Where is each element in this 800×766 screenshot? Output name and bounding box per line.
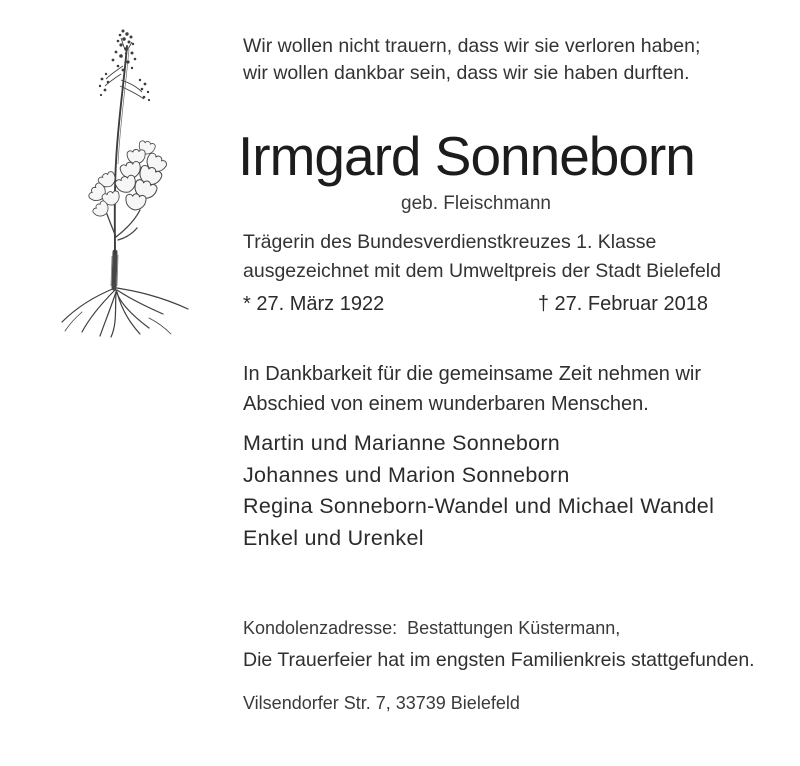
- tribute-line-1: In Dankbarkeit für die gemeinsame Zeit nehmen wir: [243, 363, 701, 385]
- tribute-paragraph: [243, 360, 701, 419]
- condolence-line-1: Kondolenzadresse: Bestattungen Küstermann,: [243, 618, 621, 638]
- mourners-list: [243, 428, 714, 554]
- honors: [243, 228, 721, 286]
- epigraph: [243, 33, 700, 87]
- tribute-line-2: Abschied von einem wunderbaren Menschen.: [243, 392, 649, 415]
- mourner-line: Regina Sonneborn-Wandel und Michael Wandel: [243, 494, 715, 518]
- birth-name: geb. Fleischmann: [401, 193, 551, 214]
- plant-illustration-icon: [45, 22, 205, 352]
- mourner-line: Enkel und Urenkel: [243, 525, 424, 550]
- birth-date: * 27. März 1922: [243, 293, 385, 315]
- funeral-note: Die Trauerfeier hat im engsten Familienkreis stattgefunden.: [243, 649, 755, 671]
- honors-line-1: Trägerin des Bundesverdienstkreuzes 1. Klasse: [243, 231, 657, 253]
- deceased-name: Irmgard Sonneborn: [238, 125, 695, 187]
- mourner-line: Johannes und Marion Sonneborn: [243, 462, 570, 487]
- mourner-line: Martin und Marianne Sonneborn: [243, 431, 561, 455]
- honors-line-2: ausgezeichnet mit dem Umweltpreis der Stadt Bielefeld: [243, 260, 721, 282]
- epigraph-line-1: Wir wollen nicht trauern, dass wir sie verloren haben;: [243, 35, 701, 57]
- condolence-line-2: Vilsendorfer Str. 7, 33739 Bielefeld: [243, 693, 520, 713]
- death-date: † 27. Februar 2018: [537, 293, 708, 315]
- dates-row: [243, 293, 708, 316]
- epigraph-line-2: wir wollen dankbar sein, dass wir sie haben durften.: [243, 62, 690, 84]
